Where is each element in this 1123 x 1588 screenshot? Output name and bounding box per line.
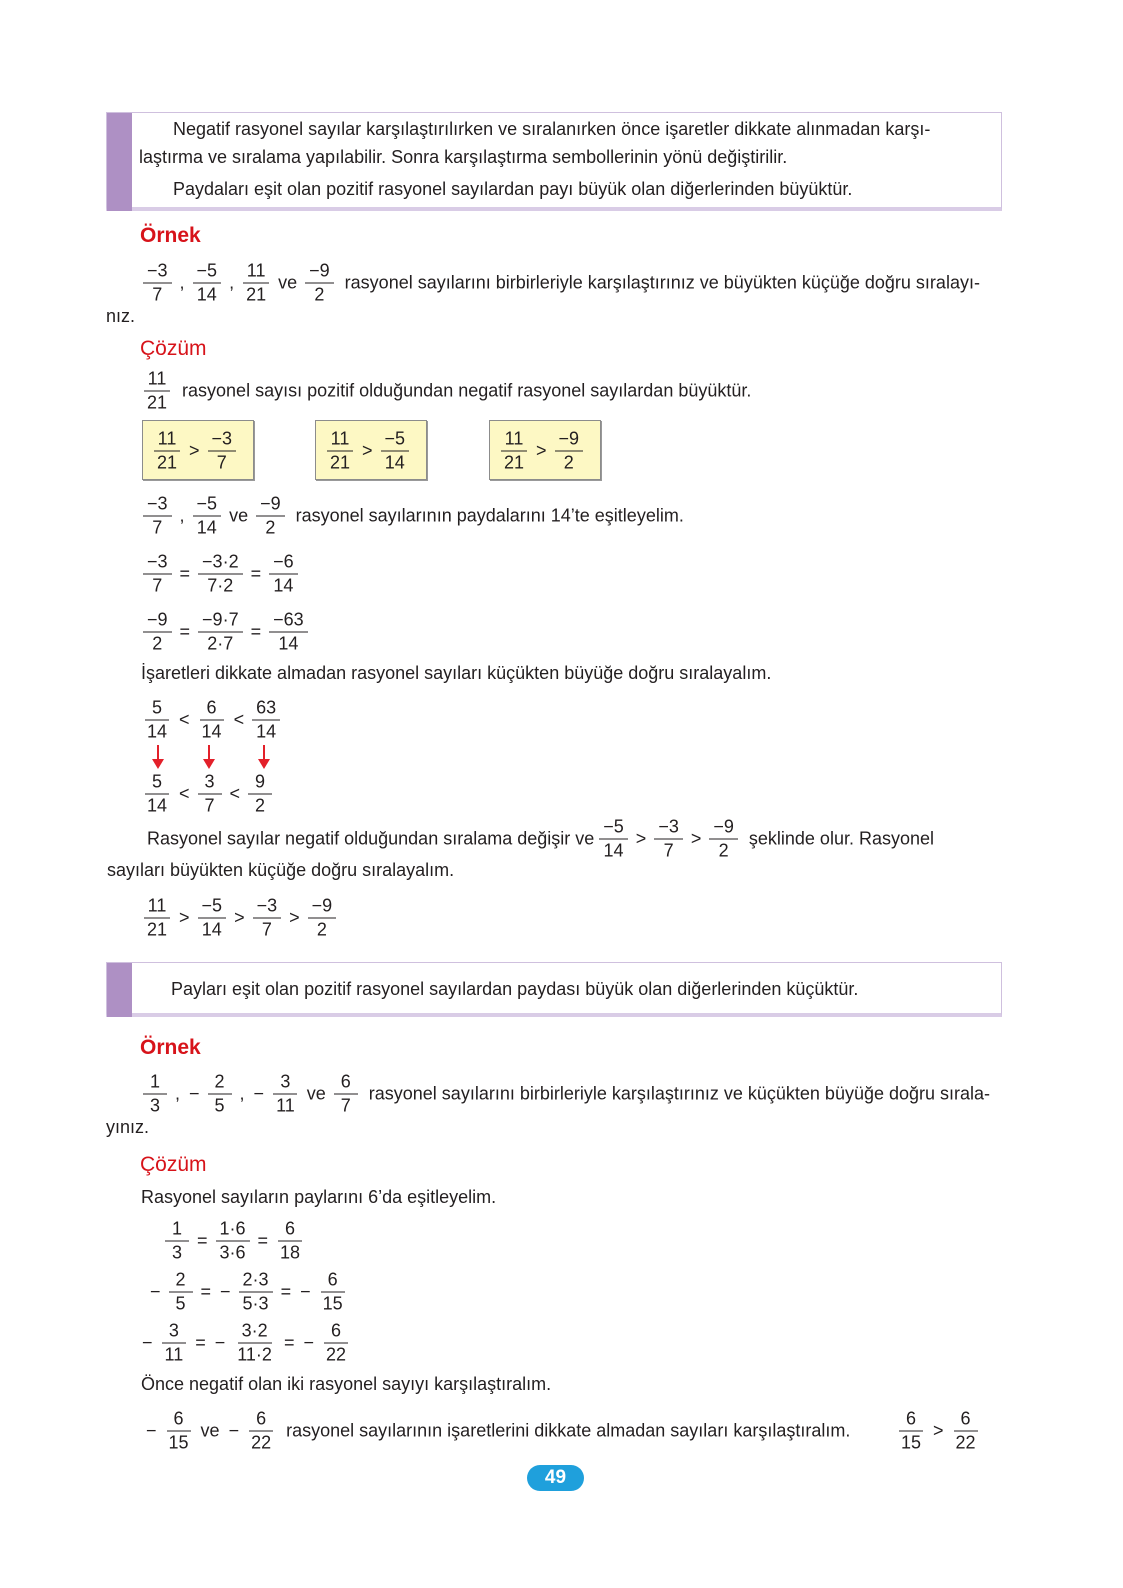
comparison	[498, 428, 585, 475]
fraction	[143, 368, 171, 415]
fraction	[143, 493, 172, 540]
numerator: −5	[193, 493, 222, 517]
math-symbol: >	[234, 907, 245, 928]
solution-text: Önce negatif olan iki rasyonel sayıyı karşılaştıralım.	[141, 1374, 552, 1394]
solution-heading: Çözüm	[140, 1153, 207, 1176]
fraction	[216, 1218, 250, 1265]
conjunction-text: ve	[229, 505, 249, 526]
denominator: 14	[278, 633, 299, 654]
numerator: −9	[143, 609, 172, 633]
fraction	[198, 895, 227, 942]
equation	[141, 609, 310, 656]
numerator: 3	[198, 771, 222, 795]
math-symbol: −	[303, 1332, 314, 1353]
math-symbol: >	[933, 1420, 944, 1441]
numerator: 3	[162, 1320, 186, 1344]
denominator: 7	[204, 795, 215, 816]
denominator: 22	[251, 1432, 272, 1453]
numerator: 2	[208, 1071, 232, 1095]
denominator: 5	[214, 1095, 225, 1116]
denominator: 14	[603, 840, 624, 861]
fraction	[253, 895, 282, 942]
numerator: 6	[200, 697, 224, 721]
example-question	[141, 260, 980, 307]
numerator: 11	[154, 428, 181, 452]
solution-heading: Çözüm	[140, 337, 207, 360]
math-symbol: <	[179, 709, 190, 730]
rule-text: Negatif rasyonel sayılar karşılaştırılırken ve sıralanırken önce işaretler dikkate alınmadan karşı-	[173, 119, 931, 139]
fraction	[193, 260, 222, 307]
numerator: 6	[167, 1408, 191, 1432]
fraction	[272, 1071, 299, 1118]
math-symbol: −	[300, 1281, 311, 1302]
math-symbol: =	[197, 1230, 208, 1251]
numerator: 3·2	[238, 1320, 272, 1344]
denominator: 14	[196, 284, 217, 305]
numerator: 63	[252, 697, 280, 721]
sentence-text: rasyonel sayılarının işaretlerini dikkate almadan sayıları karşılaştıralım.	[286, 1420, 851, 1441]
denominator: 14	[256, 721, 277, 742]
math-symbol: −	[146, 1420, 157, 1441]
sentence-text: rasyonel sayılarının paydalarını 14’te eşitleyelim.	[295, 505, 684, 526]
sentence-text: rasyonel sayısı pozitif olduğundan negatif rasyonel sayılardan büyüktür.	[182, 380, 752, 401]
equation	[139, 1320, 352, 1367]
math-symbol: >	[362, 440, 373, 461]
denominator: 21	[147, 919, 168, 940]
numerator: −9	[256, 493, 285, 517]
solution-step	[141, 368, 751, 415]
example-question	[141, 1071, 990, 1118]
fraction	[952, 1408, 980, 1455]
numerator: −5	[599, 816, 628, 840]
denominator: 21	[504, 452, 525, 473]
denominator: 5·3	[242, 1293, 269, 1314]
solution-step	[141, 816, 934, 863]
numerator: −3·2	[198, 551, 243, 575]
denominator: 3	[171, 1242, 182, 1263]
fraction	[500, 428, 528, 475]
example-heading: Örnek	[140, 224, 201, 247]
fraction	[256, 493, 285, 540]
ordering	[141, 771, 274, 818]
numerator: 6	[899, 1408, 923, 1432]
denominator: 14	[201, 721, 222, 742]
numerator: 6	[249, 1408, 273, 1432]
red-down-arrow-icon	[263, 745, 265, 763]
numerator: 2·3	[239, 1269, 273, 1293]
denominator: 2	[314, 284, 325, 305]
denominator: 15	[168, 1432, 189, 1453]
solution-step	[141, 493, 684, 540]
denominator: 15	[322, 1293, 343, 1314]
fraction	[322, 1320, 350, 1367]
fraction	[654, 816, 683, 863]
denominator: 7	[152, 517, 163, 538]
denominator: 7	[152, 284, 163, 305]
comparison	[324, 428, 411, 475]
denominator: 5	[175, 1293, 186, 1314]
denominator: 7	[216, 452, 227, 473]
numerator: 5	[145, 697, 169, 721]
fraction	[555, 428, 584, 475]
numerator: −9	[305, 260, 334, 284]
math-symbol: −	[214, 1332, 226, 1353]
math-symbol: =	[195, 1332, 206, 1353]
rule-accent-bar	[107, 113, 132, 211]
denominator: 22	[325, 1344, 346, 1365]
denominator: 3	[149, 1095, 160, 1116]
fraction	[305, 260, 334, 307]
fraction	[599, 816, 628, 863]
numerator: 6	[321, 1269, 345, 1293]
equation	[163, 1218, 306, 1265]
numerator: 6	[278, 1218, 302, 1242]
fraction	[276, 1218, 304, 1265]
fraction	[381, 428, 410, 475]
math-symbol: ,	[239, 1083, 245, 1104]
rule-text: laştırma ve sıralama yapılabilir. Sonra karşılaştırma sembollerinin yönü değiştirilir.	[139, 147, 788, 167]
math-symbol: >	[189, 440, 200, 461]
comparison-box	[489, 420, 601, 480]
numerator: 11	[243, 260, 270, 284]
math-symbol: −	[150, 1281, 161, 1302]
numerator: 11	[144, 368, 171, 392]
numerator: −6	[269, 551, 298, 575]
math-symbol: =	[280, 1281, 292, 1302]
solution-text: sayıları büyükten küçüğe doğru sıralayalım.	[107, 860, 455, 880]
denominator: 14	[273, 575, 294, 596]
denominator: 21	[246, 284, 267, 305]
numerator: 1	[165, 1218, 189, 1242]
math-symbol: >	[289, 907, 300, 928]
fraction	[169, 1269, 193, 1316]
numerator: −3	[143, 551, 172, 575]
denominator: 22	[955, 1432, 976, 1453]
math-symbol: <	[229, 783, 241, 804]
sentence-text: Rasyonel sayılar negatif olduğundan sıralama değişir ve	[147, 828, 595, 849]
numerator: −9·7	[198, 609, 243, 633]
example-question-continuation: nız.	[106, 306, 136, 326]
math-symbol: ,	[179, 505, 185, 526]
denominator: 2	[255, 795, 266, 816]
math-symbol: −	[253, 1083, 265, 1104]
math-symbol: =	[250, 563, 262, 584]
math-symbol: ,	[229, 272, 235, 293]
solution-text: İşaretleri dikkate almadan rasyonel sayıları küçükten büyüğe doğru sıralayalım.	[141, 663, 772, 683]
denominator: 2	[563, 452, 574, 473]
denominator: 18	[280, 1242, 301, 1263]
numerator: −3	[253, 895, 282, 919]
fraction	[143, 551, 172, 598]
red-down-arrow-icon	[157, 745, 159, 763]
numerator: 3	[273, 1071, 297, 1095]
fraction	[153, 428, 181, 475]
sentence-text: rasyonel sayılarını birbirleriyle karşılaştırınız ve küçükten büyüğe doğru sırala-	[368, 1083, 991, 1104]
fraction	[143, 609, 172, 656]
denominator: 7	[340, 1095, 351, 1116]
red-down-arrow-icon	[208, 745, 210, 763]
fraction	[143, 697, 171, 744]
numerator: −3	[143, 260, 172, 284]
fraction	[143, 1071, 167, 1118]
math-symbol: −	[220, 1281, 231, 1302]
numerator: −3	[654, 816, 683, 840]
numerator: 11	[327, 428, 354, 452]
rule-box-negative-comparison	[106, 112, 1002, 211]
equation	[141, 551, 300, 598]
fraction	[198, 771, 222, 818]
numerator: 5	[145, 771, 169, 795]
math-symbol: −	[228, 1420, 240, 1441]
fraction	[247, 1408, 275, 1455]
fraction	[897, 1408, 925, 1455]
numerator: 6	[954, 1408, 978, 1432]
math-symbol: =	[250, 621, 262, 642]
math-symbol: ,	[175, 1083, 181, 1104]
denominator: 2	[265, 517, 276, 538]
math-symbol: =	[257, 1230, 269, 1251]
fraction	[252, 697, 280, 744]
example-heading: Örnek	[140, 1036, 201, 1059]
fraction	[198, 697, 226, 744]
equation	[147, 1269, 349, 1316]
rule-box-equal-numerators	[106, 962, 1002, 1017]
denominator: 21	[157, 452, 178, 473]
fraction	[143, 260, 172, 307]
numerator: 6	[324, 1320, 348, 1344]
rule-text: Payları eşit olan pozitif rasyonel sayılardan paydası büyük olan diğerlerinden küçüktür.	[171, 979, 859, 999]
numerator: 1·6	[216, 1218, 250, 1242]
page-number-badge: 49	[527, 1465, 584, 1491]
denominator: 2	[316, 919, 327, 940]
ordering	[141, 697, 282, 744]
comparison-box	[142, 420, 254, 480]
fraction	[308, 895, 337, 942]
numerator: 6	[334, 1071, 358, 1095]
numerator: −9	[308, 895, 337, 919]
conjunction-text: ve	[306, 1083, 326, 1104]
denominator: 21	[147, 392, 168, 413]
fraction	[193, 493, 222, 540]
math-symbol: >	[536, 440, 547, 461]
numerator: 11	[144, 895, 171, 919]
fraction	[319, 1269, 347, 1316]
denominator: 11	[276, 1095, 295, 1116]
numerator: 11	[501, 428, 528, 452]
numerator: −5	[381, 428, 410, 452]
denominator: 14	[201, 919, 222, 940]
math-symbol: −	[189, 1083, 200, 1104]
fraction	[233, 1320, 276, 1367]
fraction	[161, 1320, 188, 1367]
fraction	[269, 609, 308, 656]
numerator: −63	[269, 609, 308, 633]
denominator: 15	[901, 1432, 922, 1453]
fraction	[165, 1218, 189, 1265]
sentence-text: şeklinde olur. Rasyonel	[748, 828, 934, 849]
example-question-continuation: yınız.	[106, 1117, 150, 1137]
denominator: 2	[152, 633, 163, 654]
math-symbol: <	[179, 783, 190, 804]
numerator: −9	[709, 816, 738, 840]
denominator: 21	[330, 452, 351, 473]
numerator: −5	[193, 260, 222, 284]
numerator: −5	[198, 895, 227, 919]
math-symbol: >	[179, 907, 190, 928]
conjunction-text: ve	[278, 272, 298, 293]
numerator: −3	[208, 428, 237, 452]
denominator: 11	[164, 1344, 184, 1365]
fraction	[242, 260, 270, 307]
math-symbol: ,	[179, 272, 185, 293]
denominator: 2·7	[207, 633, 234, 654]
denominator: 14	[147, 795, 168, 816]
rule-accent-bar	[107, 963, 132, 1017]
solution-step	[143, 1408, 850, 1455]
denominator: 2	[718, 840, 729, 861]
rule-text: Paydaları eşit olan pozitif rasyonel sayılardan payı büyük olan diğerlerinden büyüktür.	[173, 179, 853, 199]
math-symbol: −	[142, 1332, 153, 1353]
fraction	[208, 428, 237, 475]
fraction	[334, 1071, 358, 1118]
fraction	[269, 551, 298, 598]
comparison-box	[315, 420, 427, 480]
solution-text: Rasyonel sayıların paylarını 6’da eşitleyelim.	[141, 1187, 497, 1207]
numerator: 9	[248, 771, 272, 795]
final-ordering	[141, 895, 338, 942]
math-symbol: >	[690, 828, 702, 849]
fraction	[326, 428, 354, 475]
denominator: 7	[152, 575, 163, 596]
fraction	[143, 771, 171, 818]
denominator: 7	[261, 919, 272, 940]
numerator: 1	[143, 1071, 167, 1095]
fraction	[143, 895, 171, 942]
math-symbol: =	[179, 563, 191, 584]
math-symbol: <	[233, 709, 245, 730]
fraction	[248, 771, 272, 818]
denominator: 11·2	[237, 1344, 272, 1365]
math-symbol: =	[179, 621, 191, 642]
math-symbol: =	[283, 1332, 295, 1353]
denominator: 7	[663, 840, 674, 861]
fraction	[198, 551, 243, 598]
denominator: 14	[147, 721, 168, 742]
fraction	[239, 1269, 273, 1316]
conjunction-text: ve	[200, 1420, 220, 1441]
denominator: 14	[196, 517, 217, 538]
math-symbol: >	[635, 828, 647, 849]
numerator: −3	[143, 493, 172, 517]
sentence-text: rasyonel sayılarını birbirleriyle karşılaştırınız ve büyükten küçüğe doğru sıralayı-	[344, 272, 980, 293]
denominator: 14	[384, 452, 405, 473]
comparison	[151, 428, 238, 475]
fraction	[709, 816, 738, 863]
comparison	[895, 1408, 982, 1455]
fraction	[208, 1071, 232, 1118]
numerator: −9	[555, 428, 584, 452]
denominator: 7·2	[207, 575, 234, 596]
fraction	[165, 1408, 193, 1455]
math-symbol: =	[200, 1281, 212, 1302]
numerator: 2	[169, 1269, 193, 1293]
fraction	[198, 609, 243, 656]
denominator: 3·6	[219, 1242, 246, 1263]
